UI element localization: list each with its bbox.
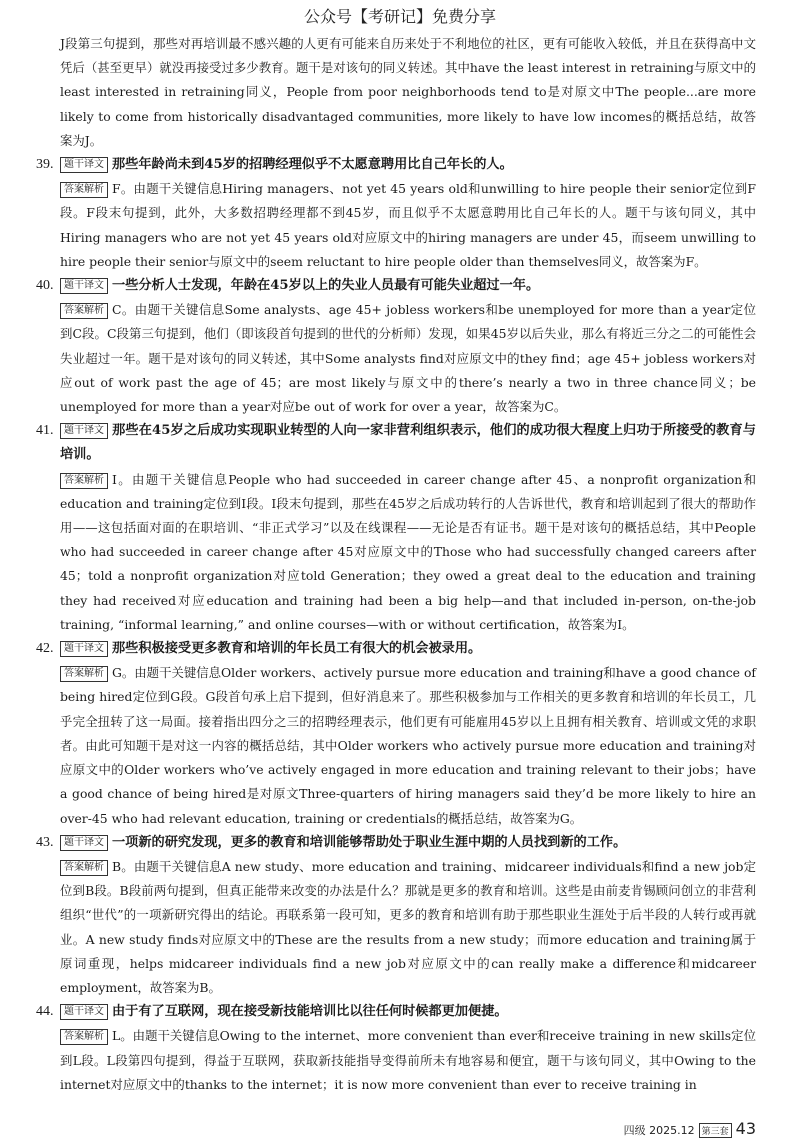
- continuation-paragraph: J段第三句提到，那些对再培训最不感兴趣的人更有可能来自历来处于不利地位的社区，更有可能收入较低，并且在获得高中文凭后（甚至更早）就没再接受过多少教育。题干是对该句的同义转述。其中have the least interest in retraining与原文中的least interested in retraining同义，People from poor neighborhoods tend to是对原文中The people...are more likely to come from historically disadvantaged communities, more likely to have low incomes的概括总结，故答案为J。: [60, 36, 756, 148]
- question-40: [36, 274, 756, 419]
- question-text-wrap: [60, 1000, 756, 1024]
- question-text-wrap: [60, 419, 756, 467]
- answer-text: L。由题干关键信息Owing to the internet、more convenient than ever和receive training in new skills定位到L段。L段第四句提到，得益于互联网，获取新技能指导变得前所未有地容易和便宜，题干与该句同义，其中Owing to the internet对应原文中的thanks to the internet；it is now more convenient than ever to receive training in: [60, 1028, 756, 1092]
- question-41: [36, 419, 756, 637]
- question-39: [36, 153, 756, 274]
- answer-tag: 答案解析: [60, 666, 108, 682]
- question-tag: 题干译文: [60, 641, 108, 657]
- footer-issue-badge: 第三套: [699, 1123, 732, 1138]
- question-tag: 题干译文: [60, 157, 108, 173]
- question-42: [36, 637, 756, 831]
- page-footer: [624, 1119, 756, 1138]
- question-number: 42.: [36, 641, 54, 657]
- page-header: 公众号【考研记】免费分享: [303, 7, 496, 26]
- answer-paragraph: [36, 661, 756, 830]
- question-text: 那些积极接受更多教育和培训的年长员工有很大的机会被录用。: [112, 641, 482, 657]
- answer-tag: 答案解析: [60, 860, 108, 876]
- question-number: 44.: [36, 1004, 54, 1020]
- question-text: 那些在45岁之后成功实现职业转型的人向一家非营利组织表示，他们的成功很大程度上归功于所接受的教育与培训。: [60, 423, 756, 463]
- question-number: 39.: [36, 157, 54, 173]
- answer-tag: 答案解析: [60, 182, 108, 198]
- question-text: 由于有了互联网，现在接受新技能培训比以往任何时候都更加便捷。: [112, 1004, 508, 1020]
- answer-text: G。由题干关键信息Older workers、actively pursue more education and training和have a good chance of being hired定位到G段。G段首句承上启下提到，但好消息来了。那些积极参加与工作相关的更多教育和培训的年长员工，几乎完全扭转了这一局面。接着指出四分之三的招聘经理表示，他们更有可能雇用45岁以上且拥有相关教育、培训或文凭的求职者。由此可知题干是对这一内容的概括总结，其中Older workers who actively pursue more education and training对应原文中的Older workers who’ve actively engaged in more education and training relevant to their jobs；have a good chance of being hired是对原文Three-quarters of hiring managers said they’d be more likely to hire an over-45 who had relevant education, training or credentials的概括总结，故答案为G。: [60, 665, 756, 826]
- answer-tag: 答案解析: [60, 1029, 108, 1045]
- answer-paragraph: [36, 298, 756, 419]
- question-tag: 题干译文: [60, 1004, 108, 1020]
- question-text: 那些年龄尚未到45岁的招聘经理似乎不太愿意聘用比自己年长的人。: [112, 157, 513, 173]
- answer-paragraph: [36, 468, 756, 637]
- question-number: 41.: [36, 423, 54, 439]
- question-44: [36, 1000, 756, 1097]
- question-text: 一项新的研究发现，更多的教育和培训能够帮助处于职业生涯中期的人员找到新的工作。: [112, 834, 627, 850]
- page-number: 43: [735, 1119, 756, 1138]
- question-text-wrap: [60, 274, 756, 298]
- question-line: [36, 637, 756, 661]
- answer-tag: 答案解析: [60, 473, 108, 489]
- document-body: [36, 32, 756, 1097]
- question-text: 一些分析人士发现，年龄在45岁以上的失业人员最有可能失业超过一年。: [112, 278, 540, 294]
- question-text-wrap: [60, 153, 756, 177]
- answer-paragraph: [36, 855, 756, 1000]
- question-text-wrap: [60, 831, 756, 855]
- question-line: [36, 274, 756, 298]
- question-tag: 题干译文: [60, 423, 108, 439]
- question-line: [36, 1000, 756, 1024]
- question-tag: 题干译文: [60, 278, 108, 294]
- answer-text: I。由题干关键信息People who had succeeded in career change after 45、a nonprofit organization和education and training定位到I段。I段末句提到，那些在45岁之后成功转行的人告诉世代，教育和培训起到了很大的帮助作用——这包括面对面的在职培训、“非正式学习”以及在线课程——无论是否有证书。题干是对该句的概括总结，其中People who had succeeded in career change after 45对应原文中的Those who had successfully changed careers after 45；told a nonprofit organization对应told Generation；they owed a great deal to the education and training they had received对应education and training had been a big help—and that included in-person, on-the-job training, “informal learning,” and online courses—with or without certification，故答案为I。: [60, 471, 756, 632]
- footer-label: 四级 2025.12: [623, 1124, 695, 1137]
- answer-text: B。由题干关键信息A new study、more education and training、midcareer individuals和find a new job定位到B段。B段前两句提到，但真正能带来改变的办法是什么？那就是更多的教育和培训。这些是由前麦肯锡顾问创立的非营利组织“世代”的一项新研究得出的结论。再联系第一段可知，更多的教育和培训有助于那些职业生涯处于后半段的人转行或再就业。A new study finds对应原文中的These are the results from a new study；而more education and training属于原词重现，helps midcareer individuals find a new job对应原文中的can really make a difference和midcareer employment，故答案为B。: [60, 858, 756, 995]
- question-line: [36, 153, 756, 177]
- question-line: [36, 419, 756, 467]
- answer-text: F。由题干关键信息Hiring managers、not yet 45 years old和unwilling to hire people their senior定位到F段。F段末句提到，此外，大多数招聘经理都不到45岁，而且似乎不太愿意聘用比自己年长的人。题干与该句同义，其中Hiring managers who are not yet 45 years old对应原文中的hiring managers are under 45，而seem unwilling to hire people their senior与原文中的seem reluctant to hire people older than themselves同义，故答案为F。: [60, 181, 756, 269]
- question-line: [36, 831, 756, 855]
- question-number: 43.: [36, 834, 54, 850]
- question-43: [36, 831, 756, 1000]
- answer-text: C。由题干关键信息Some analysts、age 45+ jobless workers和be unemployed for more than a year定位到C段。C段第三句提到，他们（即该段首句提到的世代的分析师）发现，如果45岁以后失业，那么有将近三分之二的可能性会失业超过一年。题干是对该句的同义转述，其中Some analysts find对应原文中的they find；age 45+ jobless workers对应out of work past the age of 45；are most likely与原文中的there’s nearly a two in three chance同义；be unemployed for more than a year对应be out of work for over a year，故答案为C。: [60, 302, 756, 415]
- question-number: 40.: [36, 278, 54, 294]
- answer-paragraph: [36, 1024, 756, 1097]
- answer-paragraph: [36, 177, 756, 274]
- answer-tag: 答案解析: [60, 303, 108, 319]
- question-text-wrap: [60, 637, 756, 661]
- question-tag: 题干译文: [60, 835, 108, 851]
